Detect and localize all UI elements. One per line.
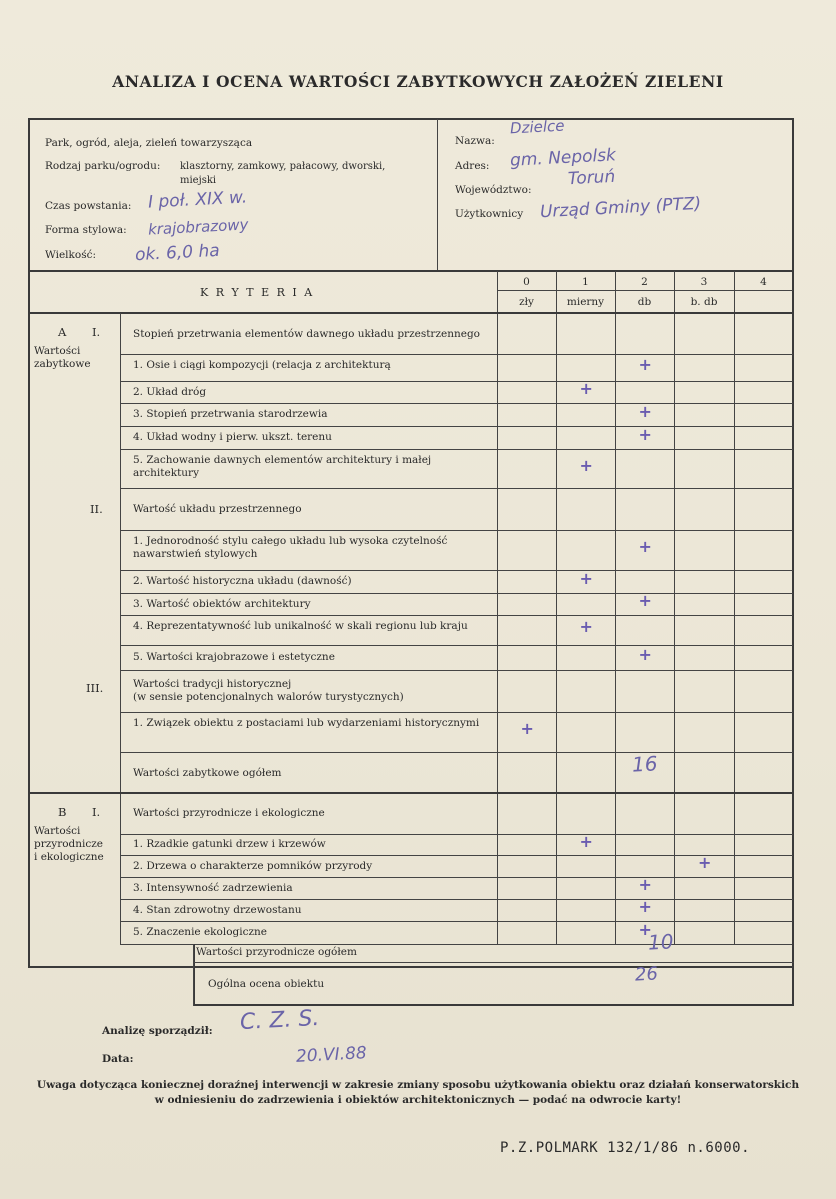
group-header-a1: Stopień przetrwania elementów dawnego układu przestrzennego <box>133 328 480 340</box>
score-mark-a1-5: + <box>579 455 593 475</box>
criterion-b1-5: 5. Znaczenie ekologiczne <box>133 926 268 938</box>
criterion-b1-3: 3. Intensywność zadrzewienia <box>133 881 293 894</box>
criterion-a2-5: 5. Wartości krajobrazowe i estetyczne <box>133 651 335 663</box>
section-b-sub-i: I. <box>92 805 101 819</box>
score-mark-a2-5: + <box>638 644 652 664</box>
criterion-b1-1: 1. Rzadkie gatunki drzew i krzewów <box>133 838 326 850</box>
score-mark-a2-4: + <box>579 617 593 636</box>
forma-label: Forma stylowa: <box>45 224 127 236</box>
score-col-number: 1 <box>582 276 589 288</box>
criterion-a1-4: 4. Układ wodny i pierw. ukszt. terenu <box>133 431 332 443</box>
criterion-a1-3: 3. Stopień przetrwania starodrzewia <box>133 408 328 420</box>
criterion-a1-1: 1. Osie i ciągi kompozycji (relacja z architekturą <box>133 359 391 371</box>
b-total-score: 10 <box>647 929 675 955</box>
score-mark-a3-1: + <box>520 719 534 738</box>
handwritten-adres: gm. Nepolsk <box>509 145 617 171</box>
score-col-label: b. db <box>690 296 718 308</box>
score-col-label: mierny <box>566 296 605 308</box>
overall-label: Ogólna ocena obiektu <box>208 978 325 990</box>
section-a-sub-i: I. <box>92 325 101 339</box>
b-total-label: Wartości przyrodnicze ogółem <box>196 946 357 958</box>
criterion-a3-1: 1. Związek obiektu z postaciami lub wydarzeniami historycznymi <box>133 717 480 729</box>
score-col-number: 4 <box>760 276 767 288</box>
rodzaj-label: Rodzaj parku/ogrodu: <box>45 160 161 172</box>
criterion-b1-4: 4. Stan zdrowotny drzewostanu <box>133 903 302 916</box>
czas-label: Czas powstania: <box>45 200 132 212</box>
handwritten-uzytkownicy: Urząd Gminy (PTZ) <box>539 193 702 223</box>
score-mark-a1-3: + <box>638 401 652 421</box>
group-header-a3: Wartości tradycji historycznej (w sensie potencjonalnych walorów turystycznych) <box>133 678 404 703</box>
intervention-note <box>28 1078 808 1108</box>
group-header-b1: Wartości przyrodnicze i ekologiczne <box>133 807 325 819</box>
score-col-label: zły <box>519 296 534 308</box>
section-b: B <box>58 805 67 819</box>
wielkosc-label: Wielkość: <box>45 249 97 261</box>
author-signature: C. Z. S. <box>239 1005 320 1036</box>
note-line-1: Uwaga dotycząca koniecznej doraźnej interwencji w zakresie zmiany sposobu użytkowania obiektu oraz działań konserwatorskich <box>36 1079 800 1091</box>
score-mark-b1-2: + <box>698 853 712 872</box>
handwritten-date: 20.VI.88 <box>295 1043 368 1067</box>
criterion-a1-2: 2. Układ dróg <box>133 385 207 398</box>
document-title: ANALIZA I OCENA WARTOŚCI ZABYTKOWYCH ZAŁOŻEŃ ZIELENI <box>112 72 724 91</box>
score-col-number: 2 <box>641 276 648 288</box>
date-label: Data: <box>102 1053 134 1065</box>
score-col-label: db <box>637 296 652 308</box>
section-a-sub-ii: II. <box>90 502 103 516</box>
adres-label: Adres: <box>455 160 490 172</box>
overall-score: 26 <box>634 963 659 986</box>
nazwa-label: Nazwa: <box>455 135 495 147</box>
section-b-label: Wartości przyrodnicze i ekologiczne <box>34 825 104 863</box>
score-mark-a2-2: + <box>579 568 593 588</box>
criterion-b1-2: 2. Drzewa o charakterze pomników przyrody <box>133 859 373 872</box>
uzytkownicy-label: Użytkownicy <box>455 208 524 220</box>
criterion-a2-1: 1. Jednorodność stylu całego układu lub wysoka czytelność nawarstwień stylowych <box>133 535 448 560</box>
section-a: A <box>58 325 67 339</box>
kryteria-header: K R Y T E R I A <box>200 286 315 299</box>
criterion-a2-3: 3. Wartość obiektów architektury <box>133 597 311 610</box>
park-label: Park, ogród, aleja, zieleń towarzysząca <box>45 137 253 149</box>
score-mark-b1-3: + <box>638 875 652 894</box>
author-label: Analizę sporządził: <box>102 1025 213 1037</box>
handwritten-wojewodztwo: Toruń <box>567 166 616 190</box>
section-a-label: Wartości zabytkowe <box>34 345 91 370</box>
group-header-a2: Wartość układu przestrzennego <box>133 503 302 515</box>
handwritten-nazwa: Dzielce <box>509 116 565 138</box>
score-col-number: 0 <box>523 276 530 288</box>
score-mark-a2-3: + <box>638 591 652 610</box>
score-mark-a2-1: + <box>638 537 652 556</box>
score-mark-b1-4: + <box>638 897 652 916</box>
note-line-2: w odniesieniu do zadrzewienia i obiektów architektonicznych — podać na odwrocie karty! <box>154 1094 682 1106</box>
overall-box <box>193 944 794 1006</box>
criterion-a2-4: 4. Reprezentatywność lub unikalność w skali regionu lub kraju <box>133 620 468 632</box>
score-col-number: 3 <box>700 276 708 288</box>
section-a-sub-iii: III. <box>86 681 104 695</box>
wojewodztwo-label: Województwo: <box>455 184 532 196</box>
print-code: P.Z.POLMARK 132/1/86 n.6000. <box>500 1140 751 1156</box>
criterion-a2-2: 2. Wartość historyczna układu (dawność) <box>133 575 352 587</box>
rodzaj-options-2: miejski <box>180 175 217 186</box>
rodzaj-options: klasztorny, zamkowy, pałacowy, dworski, <box>180 161 386 172</box>
score-mark-a1-2: + <box>579 379 593 398</box>
a-total-label: Wartości zabytkowe ogółem <box>133 767 282 779</box>
criterion-a1-5: 5. Zachowanie dawnych elementów architektury i małej architektury <box>133 454 432 479</box>
score-mark-b1-1: + <box>579 831 593 851</box>
handwritten-forma: krajobrazowy <box>147 215 249 239</box>
handwritten-wielkosc: ok. 6,0 ha <box>134 240 221 266</box>
handwritten-czas: I poł. XIX w. <box>147 187 248 213</box>
score-mark-a1-4: + <box>638 424 652 444</box>
score-mark-a1-1: + <box>638 354 652 374</box>
score-mark-b1-5: + <box>638 919 652 939</box>
a-total-score: 16 <box>631 751 659 777</box>
